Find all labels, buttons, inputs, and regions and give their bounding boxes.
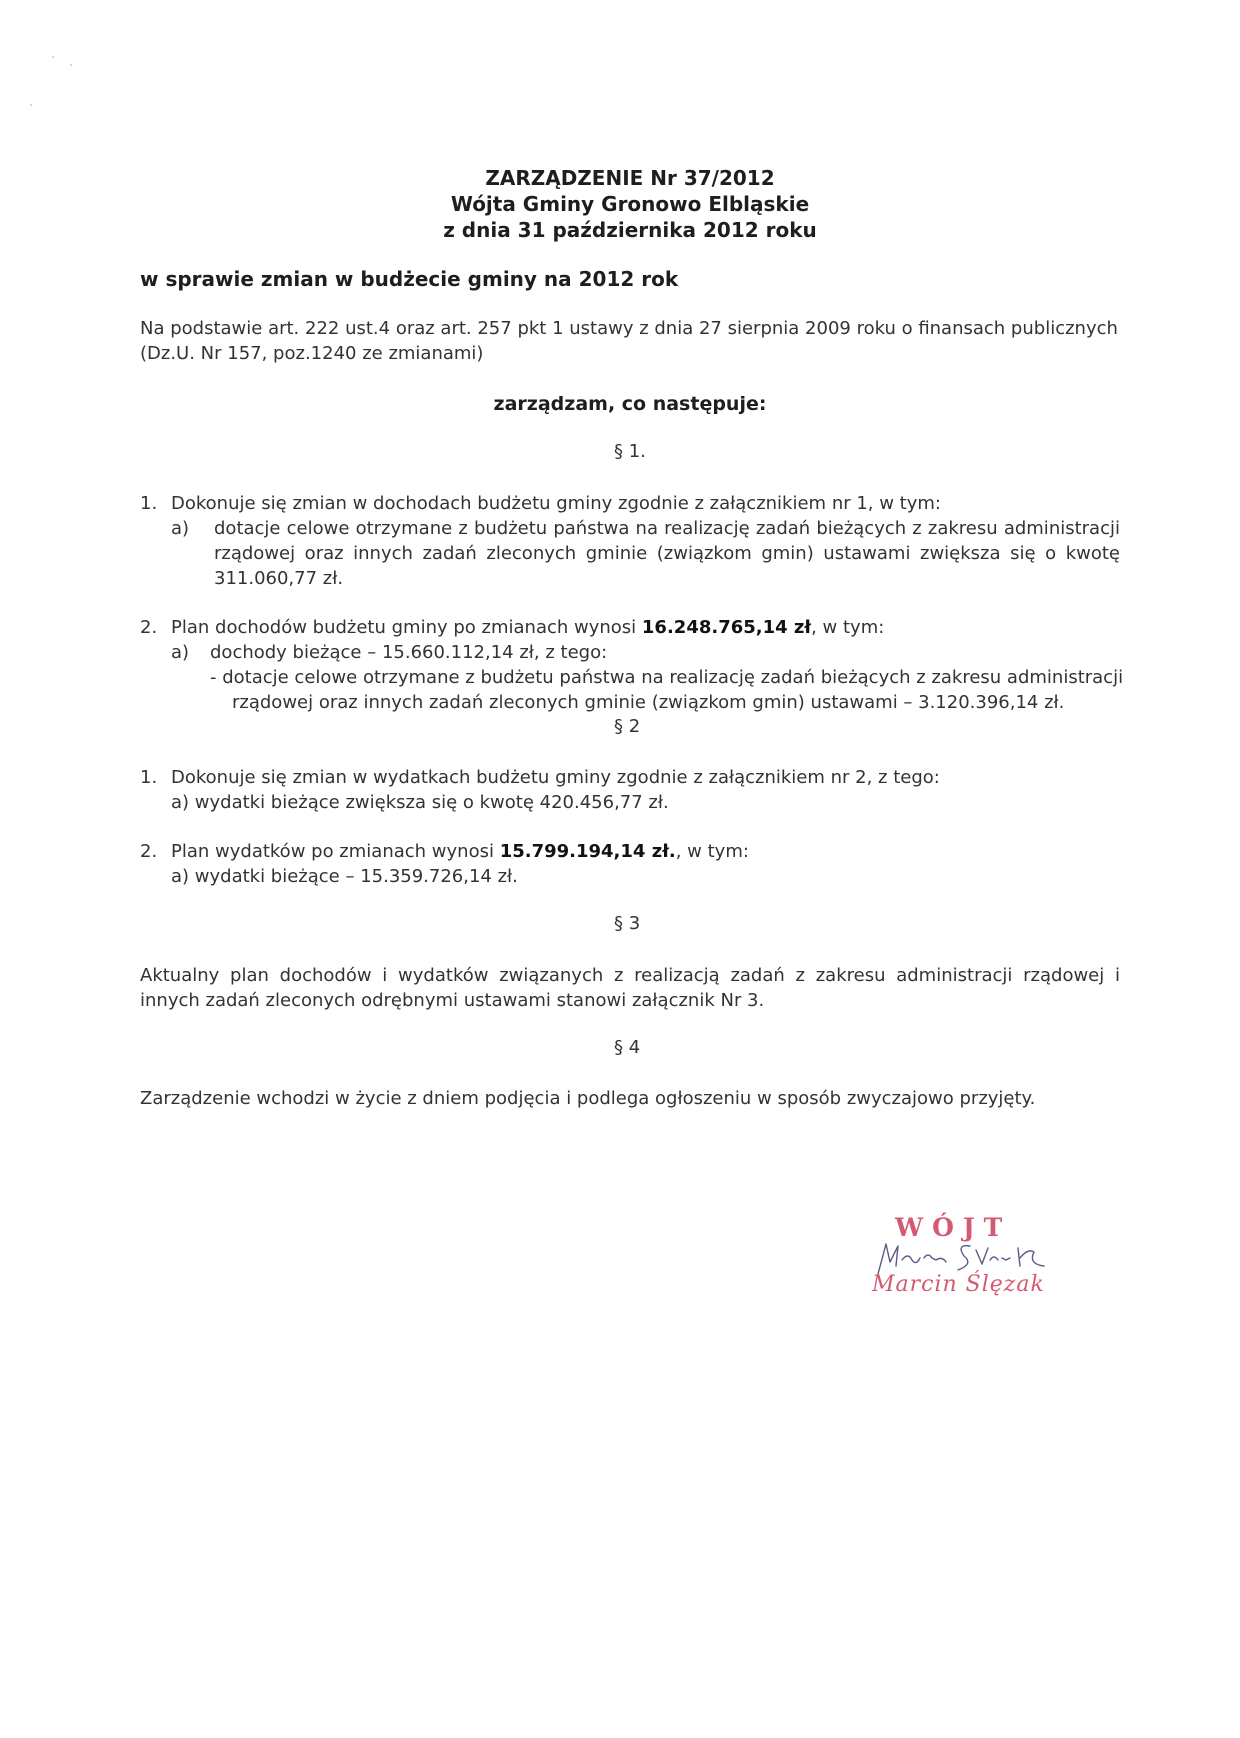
sec1-item2-text-post: , w tym: [811,617,885,638]
sec1-item1-text: Dokonuje się zmian w dochodach budżetu gminy zgodnie z załącznikiem nr 1, w tym: [171,493,941,514]
section-3-symbol: § 3 [614,913,641,934]
sec2-item1-a-text: a) wydatki bieżące zwiększa się o kwotę 420.456,77 zł. [171,792,669,813]
sec1-item1-a-label: a) [171,518,190,539]
sec1-item2-dash-text-cont: rządowej oraz innych zadań zleconych gminie (związkom gmin) ustawami – 3.120.396,14 zł. [232,692,1065,713]
sec1-item1-a-text: dotacje celowe otrzymane z budżetu państwa na realizację zadań bieżących z zakresu administracji rządowej oraz innych zadań zleconych gminie (związkom gmin) ustawami zwiększa się o kwotę 311.060,77 zł. [214,518,1120,589]
document-issuer: Wójta Gminy Gronowo Elbląskie [450,192,810,216]
sec1-item1-number: 1. [140,493,158,514]
sec2-item2-text-post: , w tym: [675,841,749,862]
stamp-title: WÓJT [895,1213,1012,1242]
sec3-text: Aktualny plan dochodów i wydatków związanych z realizacją zadań z zakresu administracji rządowej i innych zadań zleconych odrębnymi ustawami stanowi załącznik Nr 3. [140,965,1120,1011]
section-2-symbol: § 2 [614,716,641,737]
sec2-item2-number: 2. [140,841,158,862]
document-subject: w sprawie zmian w budżecie gminy na 2012 rok [140,267,679,291]
section-1-symbol: § 1. [614,441,646,462]
revenue-total-amount: 16.248.765,14 zł [641,617,812,638]
sec1-item2-a-text: dochody bieżące – 15.660.112,14 zł, z tego: [210,642,608,663]
section-4-symbol: § 4 [614,1037,641,1058]
legal-basis-line-2: (Dz.U. Nr 157, poz.1240 ze zmianami) [140,343,484,364]
sec1-item2-dash-text: - dotacje celowe otrzymane z budżetu państwa na realizację zadań bieżących z zakresu administracji [210,667,1124,688]
decree-heading: zarządzam, co następuje: [493,393,767,415]
sec2-item2-text-pre: Plan wydatków po zmianach wynosi [171,841,500,862]
legal-basis-line-1: Na podstawie art. 222 ust.4 oraz art. 257 pkt 1 ustawy z dnia 27 sierpnia 2009 roku o finansach publicznych [140,318,1118,339]
scan-speck [30,104,32,106]
sec2-item2-text [171,839,749,864]
scan-speck [70,64,72,66]
sec1-item2-text [171,615,884,640]
sec1-item2-a-label: a) [171,642,190,663]
sec4-text: Zarządzenie wchodzi w życie z dniem podjęcia i podlega ogłoszeniu w sposób zwyczajowo przyjęty. [140,1088,1036,1109]
expenditure-total-amount: 15.799.194,14 zł. [499,841,676,862]
sec2-item2-a-text: a) wydatki bieżące – 15.359.726,14 zł. [171,866,518,887]
document-date: z dnia 31 października 2012 roku [443,218,817,242]
sec1-item2-text-pre: Plan dochodów budżetu gminy po zmianach wynosi [171,617,642,638]
document-title: ZARZĄDZENIE Nr 37/2012 [485,166,775,190]
sec2-item1-number: 1. [140,767,158,788]
sec1-item2-number: 2. [140,617,158,638]
sec2-item1-text: Dokonuje się zmian w wydatkach budżetu gminy zgodnie z załącznikiem nr 2, z tego: [171,767,940,788]
stamp-name: Marcin Ślęzak [872,1272,1045,1297]
scan-speck [52,56,54,58]
